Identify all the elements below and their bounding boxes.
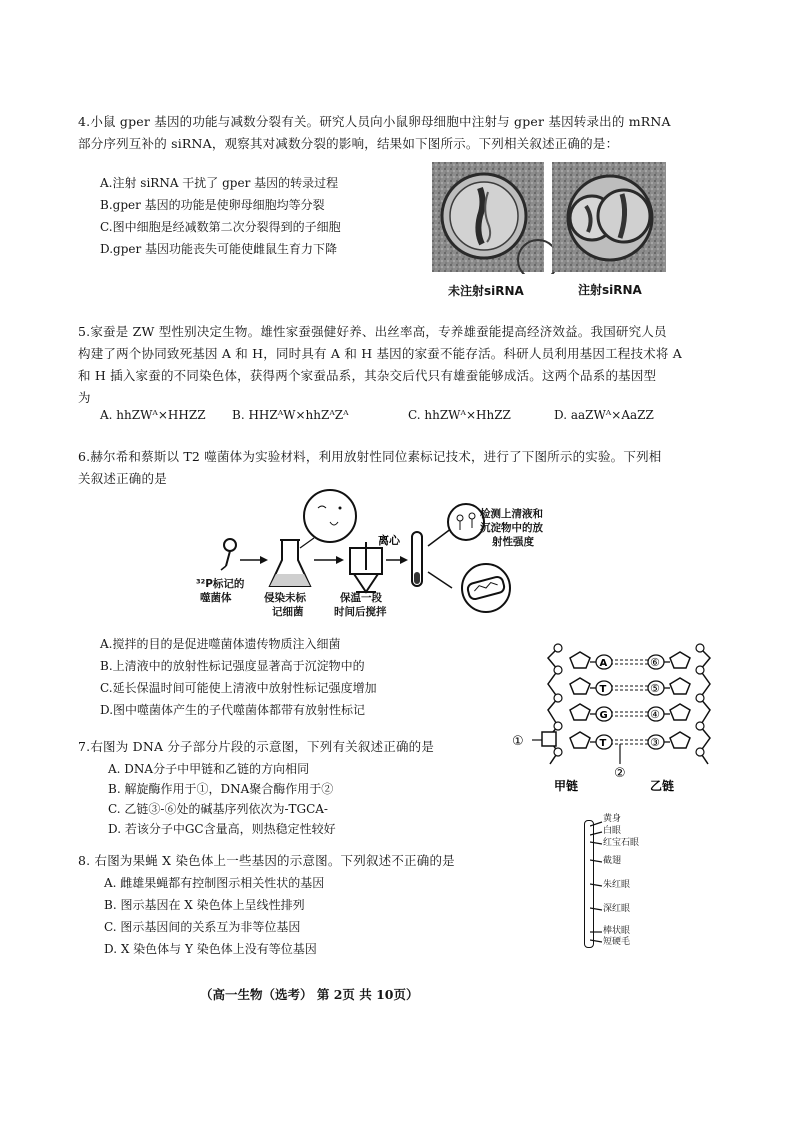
label-phage-2: 噬菌体 <box>200 592 232 604</box>
q4-option-d: D.gper 基因功能丧失可能使雌鼠生育力下降 <box>100 242 338 256</box>
q4-caption-uninjected: 未注射siRNA <box>448 284 524 298</box>
q8-option-b: B. 图示基因在 X 染色体上呈线性排列 <box>104 898 305 912</box>
label-incubate-2: 时间后搅拌 <box>334 606 387 618</box>
base-left-3: G <box>599 710 608 721</box>
q4-stem-line1: 4.小鼠 gper 基因的功能与减数分裂有关。研究人员向小鼠卵母细胞中注射与 gper 基因转录出的 mRNA <box>78 114 671 129</box>
label-centrifuge: 离心 <box>378 534 400 547</box>
num-right-3: ④ <box>650 708 660 721</box>
q5-option-b: B. HHZᴬW×hhZᴬZᴬ <box>232 408 349 422</box>
test-tube-icon <box>412 532 422 586</box>
q6-stem-line2: 关叙述正确的是 <box>78 471 167 486</box>
gene-label-8: 短硬毛 <box>603 937 631 947</box>
q5-stem-line4: 为 <box>78 390 91 405</box>
q5-option-c: C. hhZWᴬ×HhZZ <box>408 408 511 422</box>
q8-stem: 8. 右图为果蝇 X 染色体上一些基因的示意图。下列叙述不正确的是 <box>78 853 455 868</box>
marker-1: ① <box>512 734 524 749</box>
label-infect: 侵染未标 <box>264 592 306 604</box>
q4-caption-injected: 注射siRNA <box>578 283 642 297</box>
num-right-2: ⑤ <box>650 682 660 695</box>
q4-option-b: B.gper 基因的功能是使卵母细胞均等分裂 <box>100 198 325 212</box>
flask-icon <box>270 540 310 586</box>
micrograph-uninjected <box>432 162 558 274</box>
label-detect-2: 沉淀物中的放 <box>480 522 543 534</box>
q7-option-d: D. 若该分子中GC含量高，则热稳定性较好 <box>108 822 336 836</box>
page-footer: （高一生物（选考） 第 2页 共 10页） <box>200 987 419 1002</box>
q6-stem-line1: 6.赫尔希和蔡斯以 T2 噬菌体为实验材料，利用放射性同位素标记技术，进行了下图所示的实验。下列相 <box>78 449 662 464</box>
q5-stem-line1: 5.家蚕是 ZW 型性别决定生物。雄性家蚕强健好养、出丝率高，专养雄蚕能提高经济效益。我国研究人员 <box>78 324 667 339</box>
beaker-icon <box>350 542 382 592</box>
chain-right-label: 乙链 <box>650 779 675 793</box>
marker-2: ② <box>614 766 626 781</box>
q6-option-a: A.搅拌的目的是促进噬菌体遗传物质注入细菌 <box>100 637 341 651</box>
base-left-2: T <box>599 684 607 695</box>
q4-option-a: A.注射 siRNA 干扰了 gper 基因的转录过程 <box>100 176 339 190</box>
gene-label-1: 黄身 <box>603 814 622 824</box>
micrograph-injected <box>552 162 666 272</box>
q8-option-c: C. 图示基因间的关系互为非等位基因 <box>104 920 301 934</box>
q4-micrographs <box>432 162 666 274</box>
q5-stem-line3: 和 H 插入家蚕的不同染色体，获得两个家蚕品系，其杂交后代只有雄蚕能够成活。这两个品系的基因型 <box>78 368 657 383</box>
gene-label-7: 棒状眼 <box>603 926 631 936</box>
gene-label-5: 朱红眼 <box>603 880 631 890</box>
q7-stem: 7.右图为 DNA 分子部分片段的示意图，下列有关叙述正确的是 <box>78 739 435 754</box>
q5-option-a: A. hhZWᴬ×HHZZ <box>100 408 206 422</box>
chain-left-label: 甲链 <box>554 779 579 793</box>
phage-icon <box>221 539 236 570</box>
q6-option-c: C.延长保温时间可能使上清液中放射性标记强度增加 <box>100 681 377 695</box>
supernatant-circle-icon <box>448 504 484 540</box>
precipitate-circle-icon <box>462 564 510 612</box>
gene-label-6: 深红眼 <box>603 904 631 914</box>
q7-option-a: A. DNA分子中甲链和乙链的方向相同 <box>108 762 310 776</box>
label-detect-3: 射性强度 <box>492 536 534 548</box>
q8-option-d: D. X 染色体与 Y 染色体上没有等位基因 <box>104 942 317 956</box>
q7-dna-diagram <box>510 640 730 800</box>
num-right-4: ③ <box>650 736 660 749</box>
label-detect: 检测上清液和 <box>480 508 543 520</box>
num-right-1: ⑥ <box>650 656 660 669</box>
base-left-4: T <box>599 738 607 749</box>
q7-option-c: C. 乙链③-⑥处的碱基序列依次为-TGCA- <box>108 802 328 816</box>
q7-option-b: B. 解旋酶作用于①，DNA聚合酶作用于② <box>108 782 334 796</box>
base-left-1: A <box>599 658 608 669</box>
q6-option-d: D.图中噬菌体产生的子代噬菌体都带有放射性标记 <box>100 703 366 717</box>
q5-option-d: D. aaZWᴬ×AaZZ <box>554 408 654 422</box>
q5-stem-line2: 构建了两个协同致死基因 A 和 H，同时具有 A 和 H 基因的家蚕不能存活。科研人员利用基因工程技术将 A <box>78 346 682 361</box>
label-phage: ³²P标记的 <box>196 578 245 590</box>
q8-option-a: A. 雌雄果蝇都有控制图示相关性状的基因 <box>104 876 325 890</box>
q4-option-c: C.图中细胞是经减数第二次分裂得到的子细胞 <box>100 220 341 234</box>
label-infect-2: 记细菌 <box>272 606 304 618</box>
gene-label-3: 红宝石眼 <box>603 838 640 848</box>
label-incubate: 保温一段 <box>340 592 382 604</box>
bacterium-magnified-icon <box>304 490 356 542</box>
q6-option-b: B.上清液中的放射性标记强度显著高于沉淀物中的 <box>100 659 365 673</box>
gene-label-4: 截翅 <box>603 856 622 866</box>
gene-label-2: 白眼 <box>603 826 622 836</box>
q4-stem-line2: 部分序列互补的 siRNA，观察其对减数分裂的影响，结果如下图所示。下列相关叙述正确的是： <box>78 136 619 151</box>
